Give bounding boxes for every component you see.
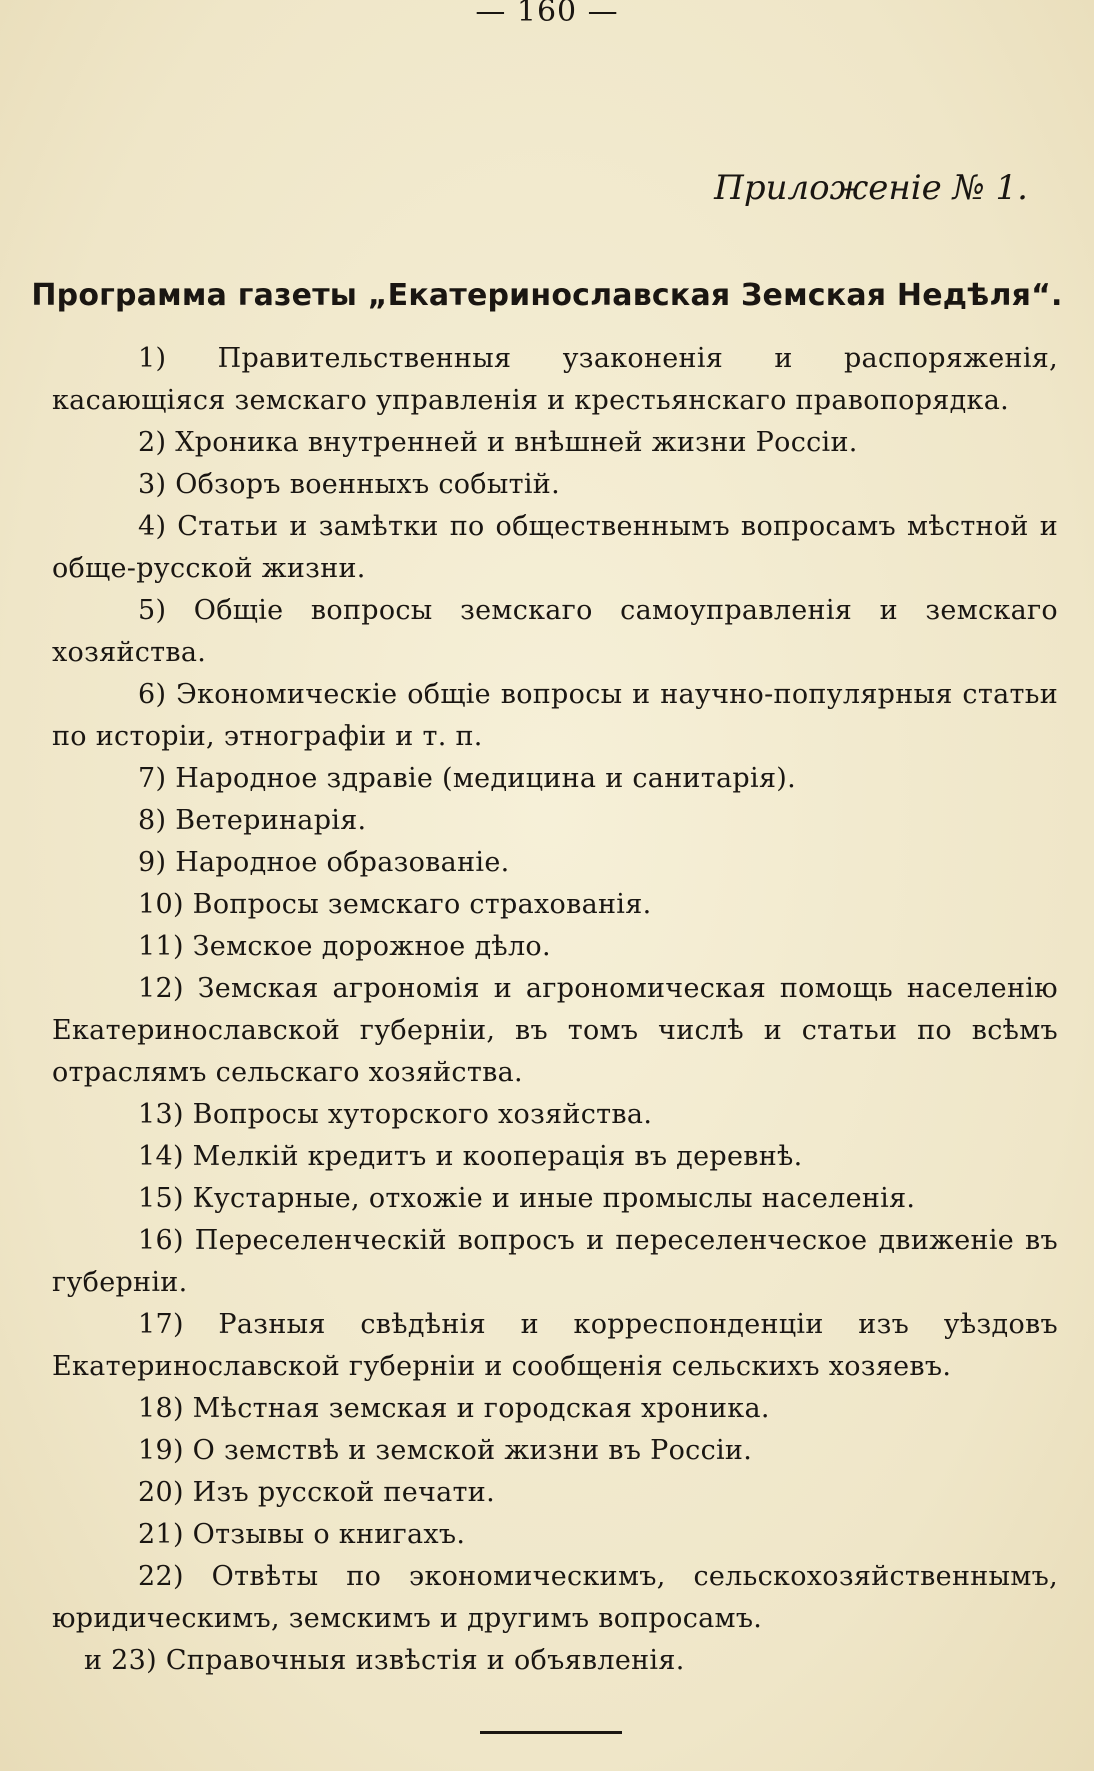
program-item: 9) Народное образованіе. (138, 847, 510, 878)
program-item: 17) Разныя свѣдѣнія и корреспонденціи изъ уѣздовъ Екатеринославской губерніи и сообщенія сельскихъ хозяевъ. (52, 1309, 1058, 1382)
page-number: — 160 — (475, 0, 619, 29)
program-item: 15) Кустарные, отхожіе и иные промыслы населенія. (138, 1183, 916, 1214)
program-item: 7) Народное здравіе (медицина и санитарія). (138, 763, 796, 794)
program-item: 16) Переселенческій вопросъ и переселенческое движеніе въ губерніи. (52, 1225, 1058, 1298)
program-item: и 23) Справочныя извѣстія и объявленія. (84, 1645, 685, 1676)
program-items-list (52, 338, 1058, 1682)
program-item: 11) Земское дорожное дѣло. (138, 931, 551, 962)
program-item: 6) Экономическіе общіе вопросы и научно-популярныя статьи по исторіи, этнографіи и т. п. (52, 679, 1058, 752)
program-item: 2) Хроника внутренней и внѣшней жизни Россіи. (138, 427, 858, 458)
program-item: 1) Правительственныя узаконенія и распоряженія, касающіяся земскаго управленія и крестьянскаго правопорядка. (52, 343, 1058, 416)
program-item: 21) Отзывы о книгахъ. (138, 1519, 466, 1550)
program-item: 13) Вопросы хуторского хозяйства. (138, 1099, 653, 1130)
program-item: 20) Изъ русской печати. (138, 1477, 495, 1508)
program-item: 10) Вопросы земскаго страхованія. (138, 889, 652, 920)
program-item: 12) Земская агрономія и агрономическая помощь населенію Екатеринославской губерніи, въ томъ числѣ и статьи по всѣмъ отраслямъ сельскаго хозяйства. (52, 973, 1058, 1088)
program-item: 4) Статьи и замѣтки по общественнымъ вопросамъ мѣстной и обще-русской жизни. (52, 511, 1058, 584)
program-item: 18) Мѣстная земская и городская хроника. (138, 1393, 770, 1424)
program-item: 3) Обзоръ военныхъ событій. (138, 469, 560, 500)
appendix-label: Приложеніе № 1. (714, 168, 1028, 208)
closing-rule (480, 1731, 622, 1734)
program-item: 8) Ветеринарія. (138, 805, 367, 836)
program-item: 22) Отвѣты по экономическимъ, сельскохозяйственнымъ, юридическимъ, земскимъ и другимъ вопросамъ. (52, 1561, 1058, 1634)
program-item: 5) Общіе вопросы земскаго самоуправленія и земскаго хозяйства. (52, 595, 1058, 668)
document-title: Программа газеты „Екатеринославская Земская Недѣля“. (31, 278, 1063, 313)
program-item: 19) О земствѣ и земской жизни въ Россіи. (138, 1435, 753, 1466)
program-item: 14) Мелкій кредитъ и кооперація въ деревнѣ. (138, 1141, 803, 1172)
